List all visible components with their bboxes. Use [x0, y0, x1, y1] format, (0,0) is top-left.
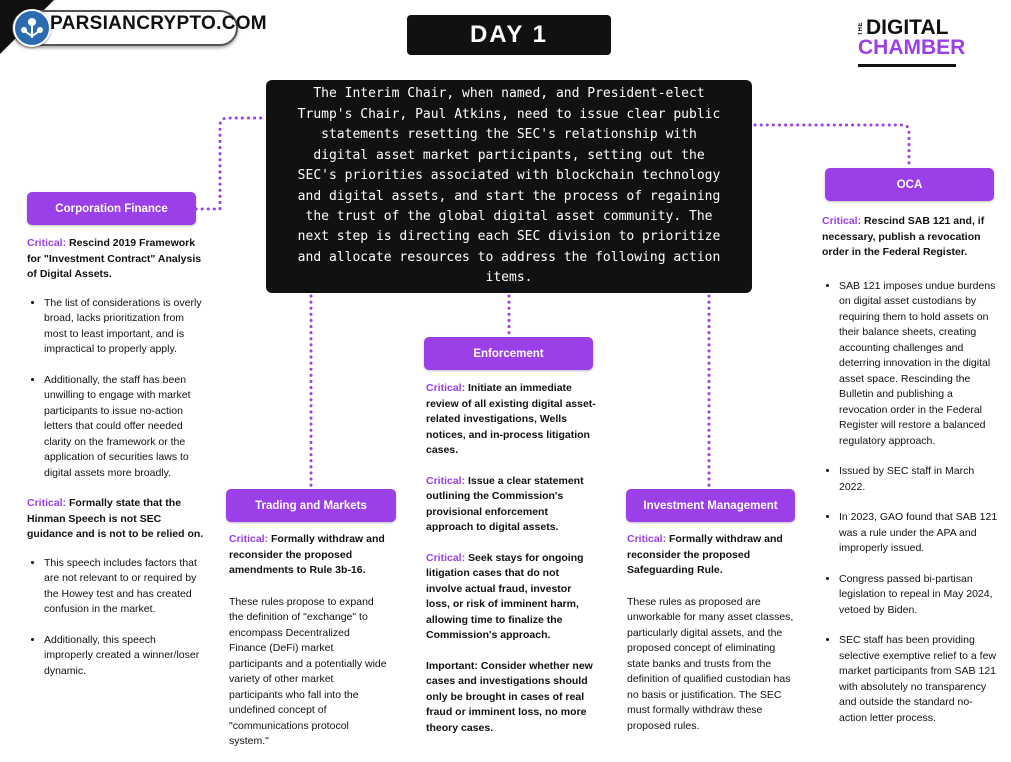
body-text: These rules as proposed are unworkable for many asset classes, particularly digital assets, and the proposed concept of eliminating state banks and trusts from the definition of qualified custodian has no basis or justification. The SEC must formally withdraw these proposed rules. — [627, 595, 794, 732]
central-statement: The Interim Chair, when named, and President-elect Trump's Chair, Paul Atkins, need to issue clear public statements resetting the SEC's relationship with digital asset market participants, setting out the SEC's priorities associated with blockchain technology and digital assets, and start the process of regaining the trust of the global digital asset community. The next step is directing each SEC division to prioritize and allocate resources to address the following action items. — [297, 86, 721, 286]
critical-item: Critical: Issue a clear statement outlining the Commission's provisional enforcement approach to digital assets. — [426, 474, 584, 533]
org-logo-digital: DIGITAL — [866, 16, 949, 39]
list-item: • SAB 121 imposes undue burdens on digital asset custodians by requiring them to hold assets on their balance sheets, creating accounting challenges and deterring innovation in the digital asset space. Rescinding the Bulletin and publishing a revocation order in the Federal Register will restore a balanced regulatory approach. — [839, 279, 1000, 450]
column-corporation-finance — [27, 236, 205, 679]
bullet-list — [27, 556, 205, 680]
org-logo-underline — [858, 64, 956, 67]
bullet-list — [27, 296, 205, 482]
important-note: Important: Consider whether new cases and investigations should only be brought in cases of real fraud or imminent loss, no more theory cases. — [426, 659, 593, 734]
label-enforcement: Enforcement — [424, 337, 593, 370]
list-item: • In 2023, GAO found that SAB 121 was a rule under the APA and improperly issued. — [839, 510, 1000, 557]
day-badge: DAY 1 — [407, 15, 611, 55]
connector-corporation-finance — [196, 118, 266, 209]
org-logo-the: THE — [858, 22, 864, 36]
column-oca — [822, 214, 1000, 726]
central-statement-box — [266, 80, 752, 293]
list-item: • Issued by SEC staff in March 2022. — [839, 464, 1000, 495]
critical-item: Critical: Rescind 2019 Framework for "Investment Contract" Analysis of Digital Assets. — [27, 237, 202, 280]
connector-oca — [755, 125, 909, 166]
bullet-list — [822, 279, 1000, 727]
list-item: • SEC staff has been providing selective exemptive relief to a few market participants from SAB 121 with absolutely no transparency and outside the standard no-action letter process. — [839, 633, 1000, 726]
body-text: These rules propose to expand the definition of "exchange" to encompass Decentralized Finance (DeFi) market participants and a potentially wide variety of other market participants who fall into the undefined concept of "communications protocol system." — [229, 595, 387, 747]
critical-item: Critical: Formally withdraw and reconsider the proposed Safeguarding Rule. — [627, 533, 783, 576]
critical-item: Critical: Rescind SAB 121 and, if necessary, publish a revocation order in the Federal Register. — [822, 215, 985, 258]
label-oca: OCA — [825, 168, 994, 201]
critical-item: Critical: Initiate an immediate review of all existing digital asset-related investigations, Wells notices, and in-process litigation cases. — [426, 382, 596, 456]
label-investment-management: Investment Management — [626, 489, 795, 522]
column-trading-markets — [229, 532, 389, 750]
critical-item: Critical: Formally withdraw and reconsider the proposed amendments to Rule 3b-16. — [229, 533, 385, 576]
list-item: • This speech includes factors that are not relevant to or required by the Howey test and has created confusion in the market. — [44, 556, 205, 618]
site-logo-text[interactable]: PARSIANCRYPTO.COM — [50, 13, 267, 34]
list-item: • Additionally, the staff has been unwilling to engage with market participants to issue no-action letters that could offer needed clarity on the framework or the application of securities laws to digital assets more broadly. — [44, 373, 205, 482]
list-item: • The list of considerations is overly broad, lacks prioritization from most to least important, and is impractical to properly apply. — [44, 296, 205, 358]
label-corporation-finance: Corporation Finance — [27, 192, 196, 225]
column-investment-management — [627, 532, 795, 734]
logo-icon — [13, 9, 51, 47]
critical-item: Critical: Formally state that the Hinman Speech is not SEC guidance and is not to be relied on. — [27, 497, 204, 540]
critical-item: Critical: Seek stays for ongoing litigation cases that do not involve actual fraud, investor loss, or risk of imminent harm, allowing time to finalize the Commission's approach. — [426, 551, 584, 641]
list-item: • Congress passed bi-partisan legislation to repeal in May 2024, vetoed by Biden. — [839, 572, 1000, 619]
label-trading-markets: Trading and Markets — [226, 489, 396, 522]
column-enforcement — [426, 381, 596, 736]
list-item: • Additionally, this speech improperly created a winner/loser dynamic. — [44, 633, 205, 680]
org-logo-chamber: CHAMBER — [858, 36, 966, 59]
